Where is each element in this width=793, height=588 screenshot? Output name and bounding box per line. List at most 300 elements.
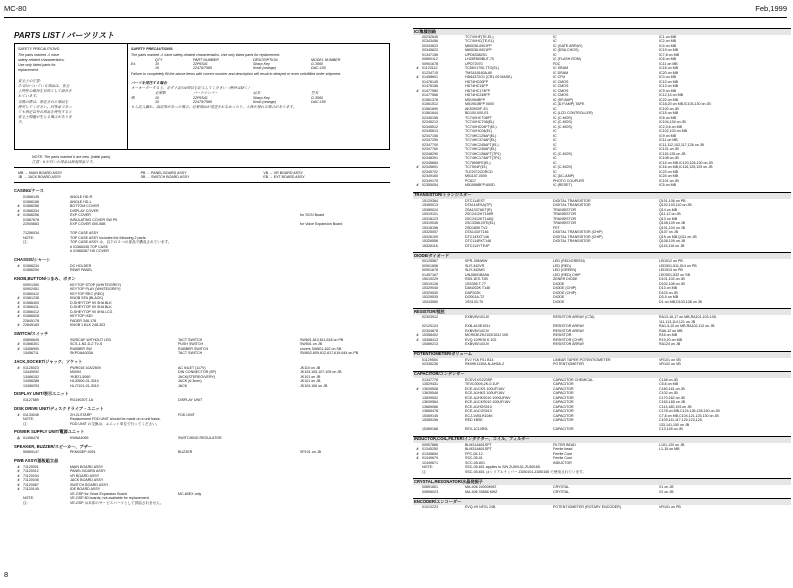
header-rule (4, 17, 787, 18)
cell-description: JACK(STEREO/VERY) (178, 374, 216, 379)
cell-part-name: TC74HC138AFT(TP1) (465, 151, 501, 156)
cell-part-number: 01566145 (23, 195, 39, 200)
cell-description: Ferrite Core (553, 451, 573, 456)
cell-part-number: 15318123 (422, 216, 438, 221)
cell-description: Ferrite bead (553, 447, 573, 452)
cell-part-number: 01566412 (23, 309, 39, 314)
cell-part-number: 13639584 (422, 400, 438, 405)
cell-part-name: TC74HC374AF(EL) (465, 138, 497, 143)
cell-part-number: 15389013 (422, 203, 438, 208)
cell-part-name: VR BOARD ASSY (70, 473, 100, 478)
cell-location: IC3 on MB (659, 75, 676, 80)
example-cell: Knob (orange) (253, 99, 276, 104)
cell-description: CAPACITOR CHEMICAL (553, 377, 594, 382)
cell-part-name: RG19020T-1A (70, 398, 93, 403)
table-row (14, 450, 390, 455)
safety-line: SAFETY PRECAUTIONS: (18, 47, 60, 52)
legend-item: EB → EXT BOARD ASSY (263, 175, 305, 180)
cell-location: SP101 on JB (300, 450, 321, 455)
cell-part-number: 01476145 (422, 79, 438, 84)
cell-description: FET (553, 225, 560, 230)
cell-location: IC16 on MB,IC115,125,129 on JB (659, 165, 713, 170)
cell-description (178, 268, 300, 273)
parts-section (413, 351, 791, 367)
cell-description: IC (553, 169, 557, 174)
cell-part-number: 01456478 (23, 436, 39, 440)
cell-location: Q102,103,110 on JB (659, 203, 692, 208)
cell-part-name: PWR018 10A/250V (70, 365, 102, 370)
cell-description: RESISTOR ARRAY (553, 324, 585, 329)
cell-part-name: TEVC0009-2K-0.1UF (465, 382, 500, 387)
cell-location (300, 323, 390, 328)
cell-part-number: 01566528 (23, 314, 39, 319)
cell-part-name: SLR-342MG (465, 268, 485, 273)
cell-description: TRANSISTOR (553, 207, 577, 212)
cell-part-name: HD74HC14FP (465, 84, 488, 89)
cell-description: IC CPU (553, 75, 566, 80)
cell-part-name: YKB21-5060 (70, 374, 91, 379)
cell-part-number: 15319101 (422, 212, 438, 217)
cell-part-number: 01134045 (23, 412, 39, 417)
cell-part-number: 13456711 (23, 351, 39, 356)
cell-part-number: 注： (23, 421, 31, 426)
cell-location (300, 436, 390, 441)
page-header-date: Feb,1999 (755, 4, 787, 13)
cell-location: VR102 on VB (659, 362, 681, 367)
cell-description: CAPACITOR (553, 404, 574, 409)
cell-part-number: 注： (422, 469, 430, 474)
cell-description: IC (D.P.AMP) TAPE (553, 102, 585, 107)
cell-part-name: MAIN BOARD ASSY (70, 464, 104, 469)
cell-part-number: 71120012 (23, 469, 39, 474)
cell-mark (413, 490, 422, 495)
cell-part-name: EVQ-V9 NF01 24B (465, 505, 496, 510)
cell-description: DIGITAL TRANSISTOR (CHIP) (553, 234, 603, 239)
cell-location: JK104,106 on JB (300, 383, 328, 388)
cell-part-name: TMS418160A-60 (465, 70, 493, 75)
cell-part-number: 02349175 (422, 178, 438, 183)
cell-part-name: KNOB SFA (BLACK) (70, 296, 103, 301)
cell-description: IC CMOS (553, 88, 569, 93)
parts-section (413, 478, 791, 494)
cell-part-name: SKPDAA003A (70, 351, 93, 356)
cell-part-number: 12449671 (422, 460, 438, 465)
cell-part-name: SSC-05-601 applies to S/N ZU50101-ZU50165. (465, 465, 541, 470)
parts-section (14, 258, 390, 273)
section-title: TRANSISTOR/トランジスター (413, 192, 791, 199)
cell-part-name: TC55V1700-7TO(EL) (465, 66, 500, 71)
example-cell: DAC-150 (311, 99, 326, 104)
parts-section (14, 407, 390, 426)
cell-location: Q101,106 on PB (659, 198, 686, 203)
cell-part-name: UPD72070 (465, 61, 483, 66)
cell-location: IC12,14 on MB (659, 93, 683, 98)
cell-part-name: ANGLE HD-R (70, 195, 93, 200)
cell-description: LED (RED) CHIP (553, 272, 581, 277)
cell-description: IC (C-MOS) (553, 120, 572, 125)
cell-part-number: 01125023 (23, 365, 39, 370)
cell-part-name: # 01566367 HD COVER (70, 249, 109, 254)
cell-part-number: 15326116 (422, 243, 438, 248)
cell-part-name: HD64372O1 (CR1.00 MASK) (465, 75, 512, 80)
cell-mark: # (416, 456, 419, 461)
cell-description: MC-80EX only (178, 491, 202, 496)
cell-part-number: 22845178 (23, 318, 39, 323)
cell-part-number: 01567678 (23, 217, 39, 222)
cell-part-name: ECE-A1CKS 100UF/16V (465, 386, 505, 391)
cell-description: POTENTIOMETER (553, 362, 584, 367)
cell-description: RESISTOR ARRAY (CTA) (553, 315, 595, 320)
cell-mark: # (416, 447, 419, 452)
cell-description: IC (DSA CHOS) (553, 48, 579, 53)
cell-part-number: 00901678 (422, 61, 438, 66)
cell-location (659, 470, 791, 475)
cell-part-name: ECE-A1HKS010 1000UF/6V (465, 395, 511, 400)
cell-part-name: TOP CASE ASSY は、以下の 2 つの部品で構成されています。 (70, 240, 172, 245)
cell-part-number: 02345156 (422, 115, 438, 120)
section-title: POWER SUPPLY UNIT/電源ユニット (14, 429, 85, 435)
cell-part-name: BLM31A601SPT (465, 447, 492, 452)
cell-part-number: 13639502 (422, 395, 438, 400)
cell-part-name: BOTTOM COVER (70, 204, 100, 209)
cell-mark: # (416, 88, 419, 93)
cell-part-number: 00343623 (422, 43, 438, 48)
section-title: CRYSTAL,RESONATOR/水晶発振子 (413, 478, 791, 485)
cell-location: RA13-16,17 on MB,RA101,103-105, (659, 315, 717, 320)
cell-location: Q15 on MB,Q111 on JB (659, 234, 697, 239)
cell-description: CAPACITOR (553, 382, 574, 387)
cell-part-name: 2SC2412KT146R (465, 212, 494, 217)
cell-mark: # (17, 473, 20, 478)
cell-description: IC (553, 142, 557, 147)
cell-mark (413, 244, 422, 249)
cell-description: TRANSISTOR (553, 221, 577, 226)
cell-mark: # (416, 333, 419, 338)
cell-part-name: M51951BFP 0000 (465, 102, 494, 107)
cell-part-number: 00890112 (422, 57, 438, 62)
cell-location: SW501 on JB (300, 342, 322, 347)
cell-location: RA6-12 on MB (659, 328, 683, 333)
table-row (413, 362, 791, 367)
cell-part-name: SWSCAF WITHOUT LED (70, 337, 112, 342)
table-row (413, 300, 791, 305)
cell-description: LED (RED) (553, 263, 571, 268)
cell-mark: # (17, 309, 20, 314)
cell-part-name: REAR PANEL (70, 268, 93, 273)
cell-location: IC108 on JB (659, 156, 679, 161)
cell-part-name: M51954BFP (465, 97, 485, 102)
cell-location: R19,20 on MB (659, 337, 682, 342)
cell-mark (14, 351, 23, 356)
example-cell: G-3560 (311, 62, 323, 67)
cell-location: C102 on JB (659, 391, 678, 396)
cell-part-name: SCC-05-601 (465, 460, 485, 465)
parts-section (413, 436, 791, 474)
safety-line-jp: す。 (18, 120, 25, 125)
example-header-cell: 品名 (253, 91, 261, 96)
cell-location: IC2,3,6 on MB (659, 124, 682, 129)
safety-line-jp: 安全上の注意： (18, 78, 44, 83)
parts-section (413, 308, 791, 346)
cell-location: L1-15 on MB (659, 447, 680, 452)
cell-part-name: ZH-2LSTARP (70, 412, 92, 417)
cell-location: Q107 on JB (659, 230, 678, 235)
section-title: DISK DRIVE UNIT/ディスクドライブ・ユニット (14, 405, 104, 411)
cell-part-name: ECE-A1HGS010 (465, 404, 492, 409)
cell-description: DIN CONNECTOR (5P) (178, 370, 217, 375)
cell-description: IC CMOS (553, 79, 569, 84)
cell-description: TACT SWITCH (178, 337, 203, 342)
cell-location: IC104,134 on JB (659, 120, 686, 125)
cell-mark: # (17, 305, 20, 310)
cell-location: IC15 on MB (659, 111, 678, 116)
new-parts-note-en: NOTE: The parts marked # are new. (initial parts) (32, 155, 111, 160)
cell-mark: # (17, 213, 20, 218)
cell-location: VR101 on VB (659, 357, 681, 362)
cell-location: L101-120 on JB (659, 442, 685, 447)
cell-mark: # (17, 342, 20, 347)
cell-part-name: AK5393VF-E1 (465, 106, 488, 111)
safety-right-note: Failure to completely fill the above items with correct number and description will result in delayed or even unfulfilled order shipment. (131, 71, 342, 76)
cell-part-name: EXB-A10E103J (465, 324, 490, 329)
cell-part-number: 01566301 (23, 342, 39, 347)
cell-part-number: 15329045 (422, 286, 438, 291)
cell-mark: # (17, 263, 20, 268)
cell-mark: # (17, 469, 20, 474)
jp-order-intro: キーオーダーする上、必ず下記の4項目を記入してください（例外は除く） (131, 86, 252, 91)
cell-location: IC11 on MB (659, 138, 678, 143)
cell-part-name: EVQ 10/RO6 K 102 (465, 337, 497, 342)
cell-mark: # (416, 386, 419, 391)
cell-description (553, 244, 659, 249)
cell-location: D13 on MB (659, 286, 677, 291)
cell-part-name: TC74VHC04FT(EL) (465, 124, 497, 129)
cell-description: IC (553, 52, 557, 57)
cell-mark: # (17, 346, 20, 351)
cell-description: LINEAR TAPER POTENTIOMETER (553, 357, 611, 362)
cell-description (553, 470, 659, 475)
safety-line-jp: 上特性の維持を目的として設計さ (18, 89, 72, 94)
cell-part-number: 01123112 (422, 66, 438, 71)
cell-part-number: 71256034 (23, 231, 39, 236)
cell-location: IC101 on JB (659, 178, 679, 183)
cell-description: DIODE (553, 299, 565, 304)
example-cell: 10 (155, 95, 159, 100)
table-row (14, 398, 390, 403)
legend-item: MB → MAIN BOARD ASSY (18, 170, 63, 175)
right-parts-sections (413, 28, 791, 510)
cell-description: TACT SWITCH (178, 351, 203, 356)
cell-part-number: 00125567 (422, 259, 438, 264)
cell-part-number: 15329535 (422, 295, 438, 300)
cell-part-number: 15369145 (422, 413, 438, 418)
cell-part-name: ECE-A1CGS010 (465, 409, 492, 414)
safety-line-jp: ⚠ 印のついている部品は、安全 (18, 83, 70, 88)
cell-part-name: SPR-39MWW (465, 259, 488, 264)
cell-part-name: SLR-342VR (465, 263, 485, 268)
cell-description: FILTER BEAD (553, 442, 576, 447)
section-title: SWITCH/スイッチ (14, 330, 49, 336)
cell-part-name: FADER 348-178 (70, 318, 97, 323)
cell-description: DIGITAL TRANSISTOR (CHIP) (553, 230, 603, 235)
left-parts-sections (14, 189, 390, 505)
cell-part-name: FDD UNIT の交換は、ユニット単位で行ってください。 (70, 421, 160, 426)
cell-part-name: TC74VHCT08FT (465, 115, 492, 120)
cell-location: Q11,12 on JB (659, 212, 681, 217)
cell-location: SW601,610,611,618 on PB (300, 337, 344, 342)
table-row (14, 384, 390, 389)
cell-part-name: VE-GSP は本体のサービスパーツとして供給されません。 (70, 500, 164, 505)
cell-location: VR101 on PB (659, 505, 681, 510)
cell-location: IC16 on MB (659, 66, 678, 71)
parts-section (14, 459, 390, 505)
cell-description: IC SRAM (553, 66, 568, 71)
cell-description: IC (553, 156, 557, 161)
cell-part-number: 02303912 (422, 315, 438, 320)
cell-location: IC7,8 on MB (659, 52, 679, 57)
cell-part-number: 13529431 (422, 382, 438, 387)
parts-list-title: PARTS LIST / パーツリスト (14, 31, 115, 40)
cell-location: IC102,103 on MB (659, 129, 687, 134)
cell-location: IC11,112,102,117,126 on JB (659, 142, 704, 147)
cell-mark: # (17, 478, 20, 483)
cell-location: IC8 on MB (659, 115, 676, 120)
cell-location: C113,180,193 on JB (659, 404, 692, 409)
cell-part-name: Replacement FDD UNIT should be made on a unit basis. (70, 417, 161, 422)
cell-location: IC22 on MB (659, 97, 678, 102)
cell-part-number: 01566156 (23, 199, 39, 204)
cell-location: IC2 on MB (659, 39, 676, 44)
cell-part-number: 01561238 (23, 296, 39, 301)
cell-part-name: EXP COVER (70, 213, 91, 218)
example-cell: 22475/7580 (193, 66, 212, 71)
cell-part-name: M0094 (70, 370, 81, 375)
cell-part-number: 02304678 (422, 328, 438, 333)
cell-description: FDD UNIT (178, 412, 195, 417)
section-title: IC/集積回路 (413, 28, 791, 35)
cell-part-name: TC74VHC04(EL) (465, 129, 493, 134)
new-parts-note-jp: 注意：# が付いた部品は新規部品です。 (32, 159, 96, 164)
cell-part-name: UPD63382S1 (465, 52, 487, 57)
cell-mark: # (416, 165, 419, 170)
example-cell: 15 (155, 99, 159, 104)
cell-location (300, 249, 390, 254)
cell-part-number: NOTE: (23, 417, 34, 422)
cell-part-name: HD74HC245FP (465, 93, 490, 98)
cell-description: JACK (178, 383, 188, 388)
cell-part-name: EXBV8V103JV (465, 342, 490, 347)
cell-part-number: 注： (23, 240, 31, 245)
cell-part-name: TC7S04F(EL) (465, 165, 488, 170)
cell-location: C13,145 on JB (659, 427, 683, 432)
cell-part-name: EXBV8V102JV (465, 328, 490, 333)
cell-part-number: 71120045 (23, 478, 39, 483)
cell-part-name: TC74VHC(TE-EL) (465, 39, 494, 44)
cell-description: CAPACITOR (553, 409, 574, 414)
cell-part-name: MA-406 33868 MHZ (465, 489, 498, 494)
cell-location: IC1 on MB (659, 34, 676, 39)
section-title: CAPACITOR/コンデンサー (413, 371, 791, 378)
cell-part-number: 13639508 (422, 386, 438, 391)
section-title: ENCODER/エンコーダー (413, 498, 791, 505)
cell-part-number: 02347250 (422, 138, 438, 143)
cell-mark: # (416, 451, 419, 456)
cell-location: C160,161 on JB (659, 386, 685, 391)
table-row (14, 351, 390, 356)
cell-description: IC (GATE ARRAY) (553, 43, 583, 48)
cell-description: DIGITAL TRANSISTOR (553, 198, 591, 203)
cell-part-name: TC74HC174AFT(TP1) (465, 156, 501, 161)
cell-part-number: 01566256 (23, 213, 39, 218)
cell-description: CAPACITOR (553, 400, 574, 405)
cell-location: IC13 on MB (659, 84, 678, 89)
cell-part-number: 01560412 (23, 291, 39, 296)
cell-location: C7,8 on MB,C104,121,125,130 on JB (659, 413, 719, 418)
cell-location: Q108,109 on JB (659, 221, 685, 226)
cell-part-number: NOTE: (23, 235, 34, 240)
cell-part-name: 1SS133-T0 (465, 299, 484, 304)
cell-location: C170,162 on JB (659, 395, 685, 400)
right-column (413, 24, 791, 510)
cell-part-name: 2SD1859 TV2 (465, 225, 488, 230)
cell-part-number: 01345654 (422, 451, 438, 456)
parts-section (413, 192, 791, 248)
cell-location (300, 268, 390, 273)
cell-part-number: 00901656 (422, 263, 438, 268)
safety-right-title: SAFETY PRECAUTIONS: (131, 47, 174, 52)
section-title: POTENTIOMETER/ボリューム (413, 351, 791, 358)
cell-location: D3-5 on MB (659, 295, 679, 300)
cell-description: CAPACITOR (553, 418, 574, 423)
cell-part-name: DTC114EKT146 (465, 239, 492, 244)
cell-part-name: ECE-A1HKS 100UF/16V (465, 391, 505, 396)
cell-part-number: NOTE: (23, 496, 34, 501)
cell-description: IC (553, 129, 557, 134)
cell-location: IC9 on MB (659, 88, 676, 93)
section-title: JACK,SOCKET/ジャック、ソケット (14, 358, 83, 364)
cell-mark: # (17, 296, 20, 301)
cell-part-name: RUBBER SW (70, 346, 92, 351)
parts-section (413, 28, 791, 188)
cell-part-name: SWITCH BOARD ASSY (70, 482, 109, 487)
cell-location: 133,141,150 on JB (659, 422, 690, 427)
cell-part-number: 71120034 (23, 473, 39, 478)
cell-part-number: 02345512 (422, 124, 438, 129)
cell-description: IC (C-MOS) (553, 124, 572, 129)
cell-part-number: 01349679 (422, 456, 438, 461)
cell-part-name: DTA143XT146 (465, 230, 489, 235)
cell-mark: # (416, 66, 419, 71)
cell-part-number: 01234715 (422, 70, 438, 75)
example-header-cell: 必要数 (155, 91, 166, 96)
cell-part-number: 01013223 (422, 505, 438, 510)
cell-part-name: ECJ-1VB1H104K (465, 413, 493, 418)
cell-part-number: 15369156 (422, 418, 438, 423)
cell-description: FDC (553, 61, 561, 66)
cell-location: IC23 on MB (659, 169, 678, 174)
safety-line-jp: 安全上問題が生じる場合がありま (18, 115, 72, 120)
cell-part-number: 01566400 (23, 300, 39, 305)
cell-description: IC (553, 160, 557, 165)
cell-description: SWITCHING REGULATOR (178, 436, 222, 440)
cell-location: IC11 on MB (659, 61, 678, 66)
jp-order-note: もし記入漏れ、誤記等があった場合、必要部品が発送されなかったり、入荷が遅れる場合があります。 (131, 105, 297, 110)
cell-location: C109,111,117,120,123,125, (659, 418, 703, 423)
page-number: 8 (4, 570, 9, 580)
page-header-model: MC-80 (4, 4, 27, 13)
cell-location (300, 501, 390, 506)
board-legend (14, 167, 390, 183)
